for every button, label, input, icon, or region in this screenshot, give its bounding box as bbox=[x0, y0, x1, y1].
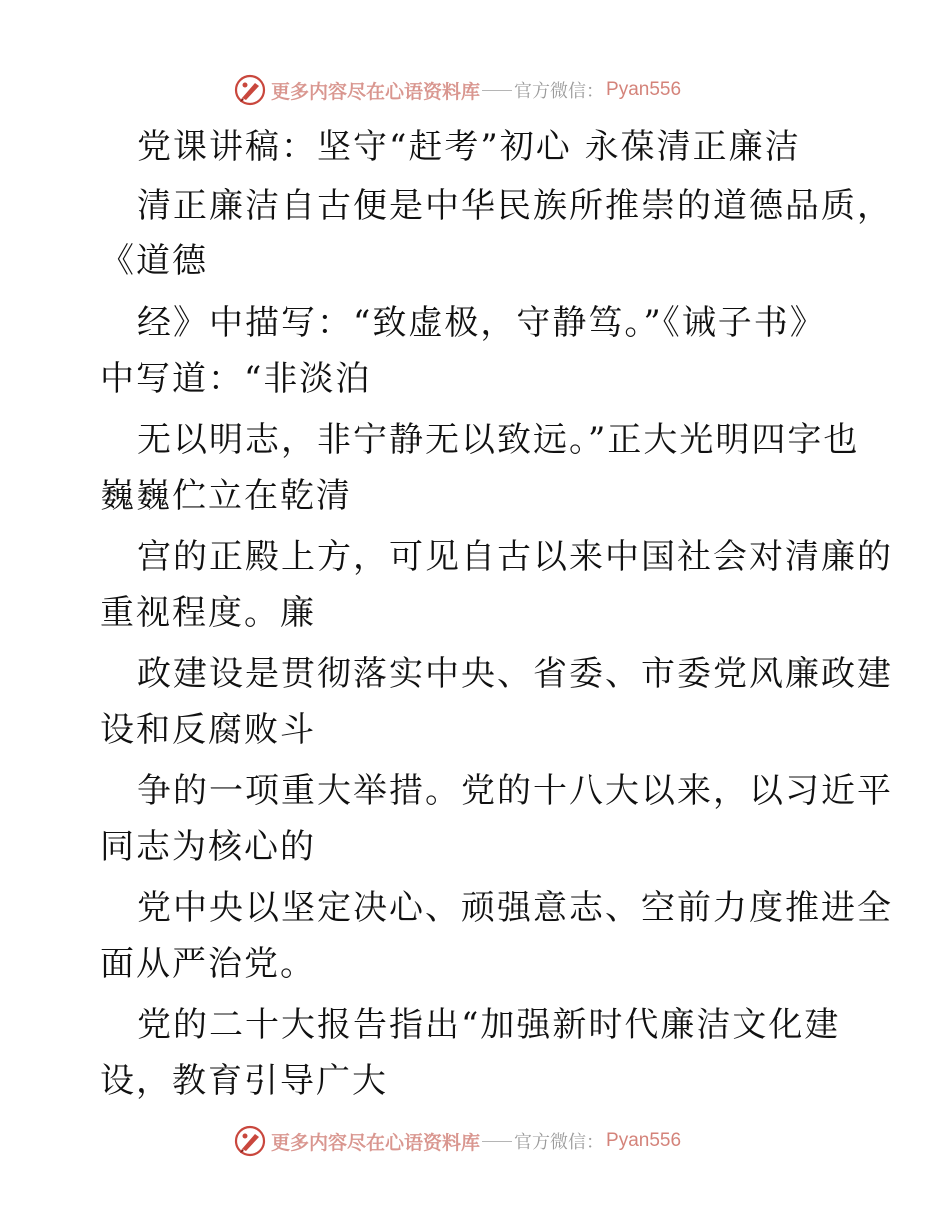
document-title: 党课讲稿：坚守“赶考”初心 永葆清正廉洁 bbox=[137, 127, 801, 167]
header-watermark bbox=[233, 72, 681, 108]
body-line: 《道德 bbox=[100, 241, 208, 281]
watermark-divider bbox=[482, 90, 512, 91]
body-line: 争的一项重大举措。党的十八大以来，以习近平 bbox=[137, 771, 893, 811]
body-line: 党中央以坚定决心、顽强意志、空前力度推进全 bbox=[137, 888, 893, 928]
watermark-wechat-id: Pyan556 bbox=[606, 1130, 682, 1151]
body-line: 同志为核心的 bbox=[100, 827, 316, 867]
body-line: 中写道：“非淡泊 bbox=[100, 359, 372, 399]
watermark-sub-text: 官方微信： bbox=[514, 1132, 605, 1153]
watermark-divider bbox=[482, 1141, 512, 1142]
body-line: 设，教育引导广大 bbox=[100, 1061, 388, 1101]
watermark-main-text: 更多内容尽在心语资料库 bbox=[271, 80, 481, 103]
body-line: 设和反腐败斗 bbox=[100, 710, 316, 750]
body-line: 巍巍伫立在乾清 bbox=[100, 476, 352, 516]
body-line: 经》中描写：“致虚极，守静笃。”《诫子书》 bbox=[137, 303, 826, 343]
footer-watermark bbox=[233, 1123, 681, 1159]
body-line: 清正廉洁自古便是中华民族所推崇的道德品质， bbox=[137, 186, 893, 226]
watermark-wechat-id: Pyan556 bbox=[606, 79, 682, 100]
body-line: 党的二十大报告指出“加强新时代廉洁文化建 bbox=[137, 1005, 841, 1045]
pen-nib-logo-icon bbox=[233, 1124, 267, 1158]
body-line: 面从严治党。 bbox=[100, 944, 316, 984]
body-line: 重视程度。廉 bbox=[100, 593, 316, 633]
watermark-main-text: 更多内容尽在心语资料库 bbox=[271, 1131, 481, 1154]
body-line: 无以明志，非宁静无以致远。”正大光明四字也 bbox=[137, 420, 860, 460]
body-line: 宫的正殿上方，可见自古以来中国社会对清廉的 bbox=[137, 537, 893, 577]
body-line: 政建设是贯彻落实中央、省委、市委党风廉政建 bbox=[137, 654, 893, 694]
watermark-sub-text: 官方微信： bbox=[514, 81, 605, 102]
pen-nib-logo-icon bbox=[233, 73, 267, 107]
